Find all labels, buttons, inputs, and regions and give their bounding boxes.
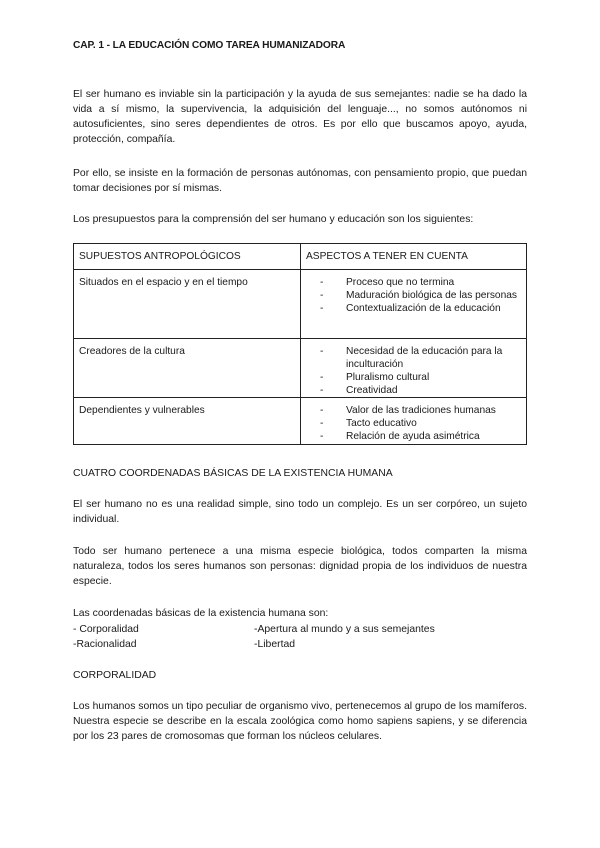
aspectos-cell bbox=[301, 339, 527, 398]
section-heading-corporalidad: CORPORALIDAD bbox=[73, 670, 157, 681]
chapter-title: CAP. 1 - LA EDUCACIÓN COMO TAREA HUMANIZADORA bbox=[73, 40, 346, 51]
supuesto-cell: Dependientes y vulnerables bbox=[74, 398, 301, 445]
coordenadas-paragraph-2: Todo ser humano pertenece a una misma especie biológica, todos comparten la misma naturaleza, todos los seres humanos son personas: dignidad propia de los individuos de nuestra especie. bbox=[73, 546, 527, 587]
corporalidad-paragraph-1: Los humanos somos un tipo peculiar de organismo vivo, pertenecemos al grupo de los mamíferos. Nuestra especie se describe en la escala zoológica como homo sapiens sapiens, y se diferencia por los 23 pares de cromosomas que forman los núcleos celulares. bbox=[73, 701, 527, 742]
coordenada-racionalidad: -Racionalidad bbox=[73, 639, 137, 650]
list-item: - Necesidad de la educación para la inculturación bbox=[316, 345, 521, 371]
list-item: - Pluralismo cultural bbox=[316, 371, 521, 384]
table-header-cell: SUPUESTOS ANTROPOLÓGICOS bbox=[74, 244, 301, 270]
list-item: - Relación de ayuda asimétrica bbox=[316, 430, 521, 443]
coordenada-libertad: -Libertad bbox=[254, 639, 296, 650]
aspectos-cell bbox=[301, 270, 527, 339]
aspectos-list bbox=[306, 345, 521, 397]
list-item: - Valor de las tradiciones humanas bbox=[316, 404, 521, 417]
intro-paragraph-1: El ser humano es inviable sin la participación y la ayuda de sus semejantes: nadie se ha dado la vida a sí mismo, la supervivencia, la adquisición del lenguaje..., no somos autónomos ni autosuficientes, sino seres dependientes de otros. Es por ello que buscamos apoyo, ayuda, protección, compañía. bbox=[73, 89, 527, 145]
list-item: - Proceso que no termina bbox=[316, 276, 521, 289]
table-header-row bbox=[74, 244, 527, 270]
list-item: - Contextualización de la educación bbox=[316, 302, 521, 315]
intro-paragraph-3: Los presupuestos para la comprensión del ser humano y educación son los siguientes: bbox=[73, 214, 474, 225]
aspectos-cell bbox=[301, 398, 527, 445]
table-header-cell: ASPECTOS A TENER EN CUENTA bbox=[301, 244, 527, 270]
presupuestos-table bbox=[73, 243, 527, 445]
coordenadas-list bbox=[73, 622, 527, 652]
coordenada-corporalidad: - Corporalidad bbox=[73, 624, 139, 635]
aspectos-list bbox=[306, 404, 521, 443]
intro-paragraph-2: Por ello, se insiste en la formación de personas autónomas, con pensamiento propio, que puedan tomar decisiones por sí mismas. bbox=[73, 168, 527, 194]
supuesto-cell: Situados en el espacio y en el tiempo bbox=[74, 270, 301, 339]
coordenada-apertura: -Apertura al mundo y a sus semejantes bbox=[254, 624, 435, 635]
table-row bbox=[74, 398, 527, 445]
list-item: - Maduración biológica de las personas bbox=[316, 289, 521, 302]
list-item: - Tacto educativo bbox=[316, 417, 521, 430]
coordenadas-paragraph-1: El ser humano no es una realidad simple, sino todo un complejo. Es un ser corpóreo, un sujeto individual. bbox=[73, 499, 527, 525]
aspectos-list bbox=[306, 276, 521, 315]
supuesto-cell: Creadores de la cultura bbox=[74, 339, 301, 398]
list-item: - Creatividad bbox=[316, 384, 521, 397]
table-row bbox=[74, 270, 527, 339]
table-row bbox=[74, 339, 527, 398]
section-heading-coordenadas: CUATRO COORDENADAS BÁSICAS DE LA EXISTENCIA HUMANA bbox=[73, 468, 393, 479]
coordenadas-list-intro: Las coordenadas básicas de la existencia humana son: bbox=[73, 608, 329, 619]
